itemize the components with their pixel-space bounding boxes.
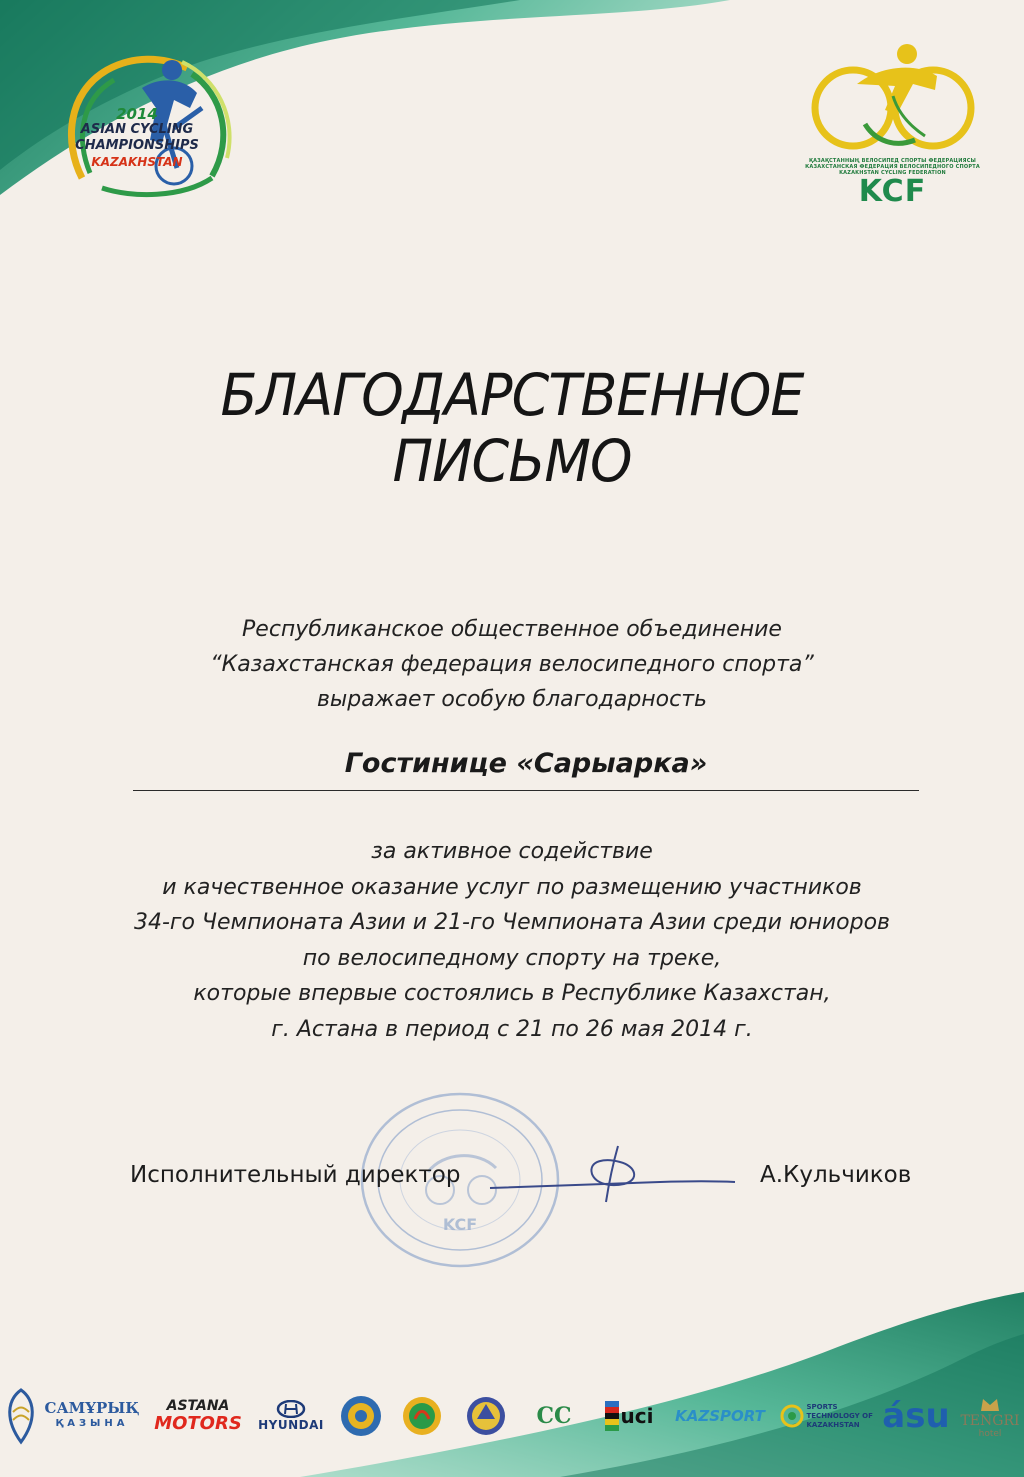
- astana-motors-line2: MOTORS: [154, 1413, 242, 1434]
- recipient-underline: [133, 790, 919, 791]
- intro-paragraph: [100, 612, 924, 717]
- title-line-1: БЛАГОДАРСТВЕННОЕ: [220, 361, 804, 429]
- sports-tech-ring-icon: [780, 1404, 804, 1428]
- cc-logo: [524, 1380, 584, 1452]
- championship-line1: ASIAN CYCLING: [80, 122, 194, 137]
- kazakhstan-emblem-logo: [335, 1380, 387, 1452]
- tengri-name: TENGRI: [960, 1413, 1020, 1429]
- astana-motors-line1: ASTANA: [166, 1398, 230, 1414]
- samruk-name: САМҰРЫҚ: [44, 1399, 140, 1417]
- akimat-emblem-icon: [465, 1395, 507, 1437]
- hyundai-emblem-icon: [276, 1400, 306, 1418]
- ministry-emblem-logo: [398, 1380, 446, 1452]
- samruk-sub: ҚАЗЫНА: [55, 1418, 129, 1429]
- championship-year: 2014: [116, 105, 158, 123]
- body-line-4: по велосипедному спорту на треке,: [302, 945, 722, 971]
- asu-logo: [880, 1380, 952, 1452]
- championship-line2: CHAMPIONSHIPS: [75, 138, 199, 153]
- hyundai-name: HYUNDAI: [258, 1418, 324, 1432]
- kcf-federation-logo: [795, 36, 990, 211]
- signer-name: А.Кульчиков: [760, 1162, 912, 1188]
- tengri-hotel-logo: [956, 1380, 1024, 1452]
- intro-line-2: “Казахстанская федерация велосипедного спорта”: [210, 652, 814, 677]
- championship-country: KAZAKHSTAN: [91, 155, 183, 169]
- asu-name: ásu: [882, 1396, 950, 1436]
- stamp-text: KCF: [442, 1215, 478, 1234]
- uci-stripes-icon: [605, 1401, 619, 1431]
- uci-logo: [598, 1380, 660, 1452]
- sports-technology-logo: [778, 1380, 876, 1452]
- intro-line-3: выражает особую благодарность: [316, 687, 708, 712]
- body-line-3: 34-го Чемпионата Азии и 21-го Чемпионата Азии среди юниоров: [133, 910, 891, 936]
- body-paragraph: [90, 834, 934, 1048]
- tengri-crown-icon: [979, 1393, 1001, 1413]
- kazsport-name: KAZSPORT: [675, 1407, 765, 1425]
- kcf-name-ru: КАЗАХСТАНСКАЯ ФЕДЕРАЦИЯ ВЕЛОСИПЕДНОГО СПОРТА: [805, 164, 980, 170]
- recipient-name: Гостинице «Сарыарка»: [344, 748, 708, 779]
- sponsors-row: [0, 1380, 1024, 1452]
- intro-line-1: Республиканское общественное объединение: [242, 617, 782, 642]
- kcf-cyclist-icon: [795, 36, 990, 161]
- body-line-1: за активное содействие: [371, 839, 653, 864]
- tengri-sub: hotel: [978, 1429, 1002, 1439]
- handwritten-signature: [480, 1140, 740, 1210]
- kcf-name-kz: ҚАЗАҚСТАННЫҢ ВЕЛОСИПЕД СПОРТЫ ФЕДЕРАЦИЯСЫ: [809, 158, 976, 164]
- astana-motors-logo: [148, 1380, 248, 1452]
- body-line-2: и качественное оказание услуг по размещению участников: [162, 874, 862, 900]
- uci-name: uci: [620, 1404, 654, 1428]
- akimat-emblem-logo: [462, 1380, 510, 1452]
- state-emblem-icon: [339, 1394, 383, 1438]
- body-line-6: г. Астана в период с 21 по 26 мая 2014 г.: [271, 1016, 753, 1042]
- ministry-emblem-icon: [401, 1395, 443, 1437]
- asian-cycling-championships-logo: [62, 48, 237, 198]
- kcf-name-en: KAZAKHSTAN CYCLING FEDERATION: [839, 170, 946, 176]
- document-title: [129, 362, 895, 494]
- samruk-emblem-icon: [1, 1386, 41, 1446]
- cc-name: CC: [536, 1403, 572, 1429]
- hyundai-logo: [255, 1380, 327, 1452]
- kcf-abbreviation: KCF: [858, 174, 927, 209]
- kazsport-logo: [670, 1380, 770, 1452]
- samruk-kazyna-logo: [0, 1380, 140, 1452]
- title-line-2: ПИСЬМО: [392, 427, 632, 495]
- body-line-5: которые впервые состоялись в Республике Казахстан,: [193, 981, 831, 1007]
- signer-role: Исполнительный директор: [130, 1162, 461, 1188]
- sports-tech-name: SPORTS TECHNOLOGY OF KAZAKHSTAN: [806, 1402, 873, 1429]
